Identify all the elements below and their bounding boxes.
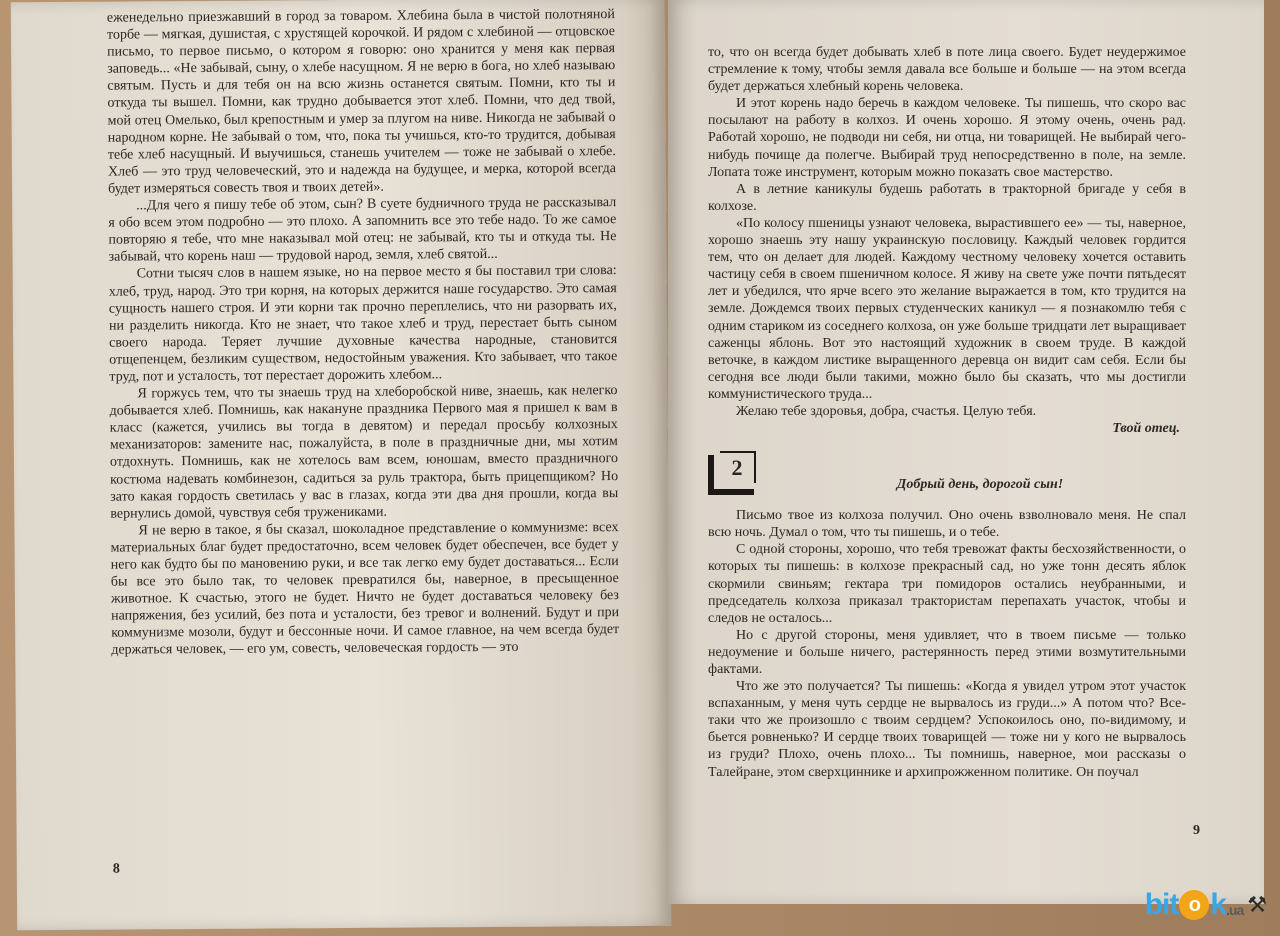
paragraph: Желаю тебе здоровья, добра, счастья. Целую тебя.: [736, 403, 1037, 419]
paragraph: ...Для чего я пишу тебе об этом, сын? В суете будничного труда не рассказывал я обо всем этом подробно — это плохо. А запомнить все это тебе надо. То же самое повторяю я тебе, что мне наказывал мой отец: не забывай, кто ты и откуда ты. Не забывай, что корень наш — трудовой народ, земля, хлеб святой...: [108, 195, 617, 265]
hammer-icon: ⚒: [1247, 892, 1266, 917]
paragraph: Письмо твое из колхоза получил. Оно очень взволновало меня. Не спал всю ночь. Думал о том, что ты пишешь, и о тебе.: [708, 508, 1186, 541]
watermark-logo: [1145, 888, 1266, 922]
paragraph: «По колосу пшеницы узнают человека, вырастившего ее» — ты, наверное, хорошо знаешь эту нашу украинскую пословицу. Каждый человек гордится тем, что он делает для людей. Каждому честному человеку хочется оставить частицу себя в своем пшеничном колосе. Я живу на свете уже почти пятьдесят лет и убедился, что ярче всего это желание выражается в том, кто трудится на земле. Дождемся твоих первых студенческих каникул — я познакомлю тебя с одним стариком из соседнего колхоза, он уже больше тридцати лет выращивает саженцы яблонь. Вот это настоящий художник в своем труде. В каждой веточке, в каждом листике выращенного деревца он видит сам себя. Если бы сегодня все люди были такими, можно было бы сказать, что мы достигли коммунистического труда...: [708, 215, 1186, 402]
chapter-mark-icon: [708, 455, 754, 495]
paragraph: И этот корень надо беречь в каждом человеке. Ты пишешь, что скоро вас посылают на работу в колхоз. И очень хорошо. Я этому очень, очень рад. Работай хорошо, не подводи ни себя, ни отца, ни товарищей. Не выбирай чего-нибудь почище да полегче. Выбирай труд непосредственно в поле, на земле. Лопата тоже инструмент, которым можно показать свое мастерство.: [708, 96, 1186, 180]
left-page: [11, 0, 671, 930]
paragraph: Я горжусь тем, что ты знаешь труд на хлеборобской ниве, знаешь, как нелегко добывается хлеб. Помнишь, как накануне праздника Первого мая я пришел к вам в класс (кажется, учились вы тогда в девятом) и передал просьбу колхозных механизаторов: замените нас, пожалуйста, в поле в праздничные дни, мы хотим отдохнуть. Помнишь, как не хотелось вам всем, юношам, вместо праздничного костюма надевать комбинезон, садиться за руль трактора, быть прицепщиком? Но зато какая гордость светилась у вас в глазах, когда эти два дня прошли, когда вы вернулись домой, чувствуя себя тружениками.: [109, 383, 619, 522]
letter-signature: Твой отец.: [1112, 421, 1180, 437]
right-page: [668, 0, 1264, 904]
watermark-text: bit: [1144, 888, 1179, 921]
paragraph: С одной стороны, хорошо, что тебя тревожат факты бесхозяйственности, о которых ты пишешь: в колхозе прекрасный сад, но уже тонн десять яблок скормили свиньям; гектара три помидоров остались неубранными, и председатель колхоза приказал трактористам перепахать участок, чтобы и следов не осталось...: [708, 542, 1186, 626]
paragraph: еженедельно приезжавший в город за товаром. Хлебина была в чистой полотняной торбе — мягкая, душистая, с хрустящей корочкой. И рядом с хлебиной — отцовское письмо, то первое письмо, о котором я говорю: оно хранится у меня как первая заповедь... «Не забывай, сыну, о хлебе насущном. Я не верю в бога, но хлеб называю святым. Пусть и для тебя он на всю жизнь останется святым. Помни, кто ты и откуда ты вышел. Помни, как трудно добывается этот хлеб. Помни, что дед твой, мой отец Омелько, был крепостным и умер за плугом на ниве. Никогда не забывай о народном корне. Не забывай о том, что, пока ты учишься, кто-то трудится, добывая тебе хлеб насущный. И выучишься, станешь учителем — тоже не забывай о хлебе. Хлеб — это труд человеческий, это и надежда на будущее, и мерка, которой всегда будет измеряться совесть твоя и твоих детей».: [106, 7, 616, 197]
right-page-text: [708, 44, 1186, 781]
watermark-text: k: [1210, 888, 1227, 921]
paragraph: Сотни тысяч слов в нашем языке, но на первое место я бы поставил три слова: хлеб, труд, народ. Это три корня, на которых держится наше государство. Это самая сущность нашего строя. И эти корни так прочно переплелись, что ни разорвать их, ни разделить никогда. Кто не знает, что такое хлеб и труд, перестает быть сыном своего народа. Теряет лучшие духовные качества народные, становится отщепенцем, безликим существом, недостойным уважения. Кто забывает, что такое труд, пот и усталость, тот перестает дорожить хлебом...: [108, 263, 618, 385]
chapter-number: 2: [720, 451, 756, 483]
paragraph: Но с другой стороны, меня удивляет, что в твоем письме — только недоумение и больше ничего, растерянность перед этими возмутительными фактами.: [708, 627, 1186, 677]
watermark-o-icon: o: [1179, 890, 1209, 920]
watermark-tld: .ua: [1226, 902, 1244, 918]
page-number: 8: [112, 861, 120, 877]
paragraph: Что же это получается? Ты пишешь: «Когда я увидел утром этот участок вспаханным, у меня чуть сердце не вырвалось из груди...» А потом что? Все-таки что же произошло с твоим сердцем? Успокоилось оно, по-видимому, и бьется ровненько? И сердце твоих товарищей — тоже ни у кого не вырвалось из груди? Плохо, очень плохо... Ты помнишь, наверное, мои рассказы о Талейране, этом сверхциннике и архипрожженном политике. Он поучал: [708, 679, 1186, 780]
paragraph: А в летние каникулы будешь работать в тракторной бригаде у себя в колхозе.: [708, 181, 1186, 214]
page-number: 9: [1193, 823, 1200, 838]
paragraph: то, что он всегда будет добывать хлеб в поте лица своего. Будет неудержимое стремление к тому, чтобы земля давала все больше и больше — на этом всегда будет держаться хлебный корень человека.: [708, 45, 1186, 95]
chapter-heading: [708, 455, 1186, 495]
chapter-title: Добрый день, дорогой сын!: [896, 477, 1064, 493]
left-page-text: [107, 6, 620, 659]
paragraph: Я не верю в такое, я бы сказал, шоколадное представление о коммунизме: всех материальных благ будет предостаточно, всем человек будет обеспечен, все будет у него как будто бы по мановению руки, и все так легко ему будет доставаться... Если бы все это было так, то человек превратился бы, наверное, в пресыщенное животное. К счастью, этого не будет. Ничто не будет доставаться человеку без напряжения, без усилий, без пота и усталости, без тревог и волнений. Будут и при коммунизме мозоли, будут и бессонные ночи. И самое главное, на чем всегда будет держаться человек, — его ум, совесть, человеческая гордость — это: [110, 519, 620, 659]
